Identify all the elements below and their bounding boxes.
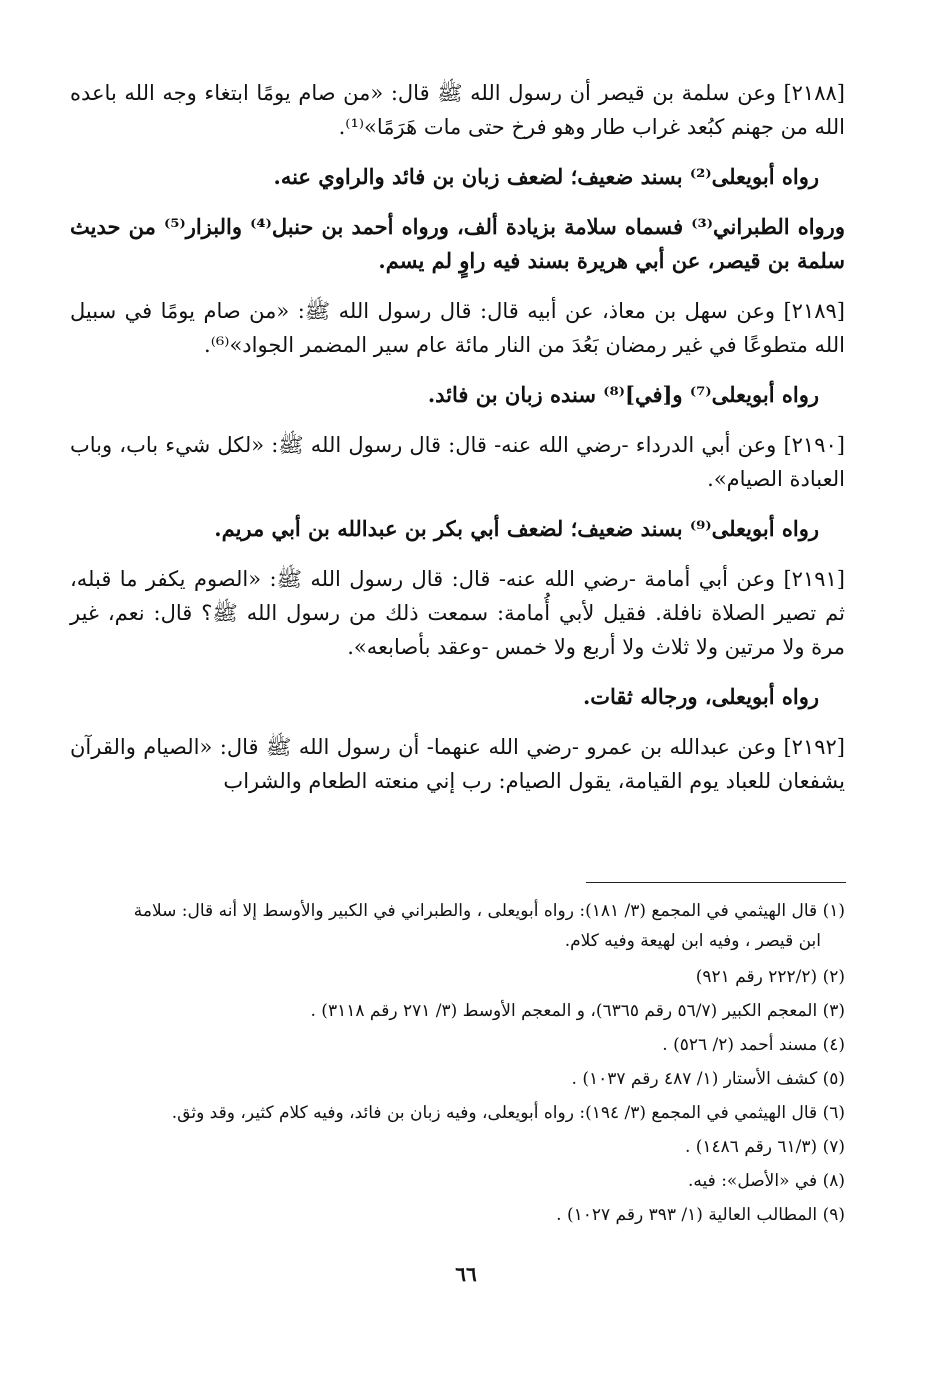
footnotes	[70, 896, 845, 1232]
footnote-9	[70, 1198, 845, 1232]
hadith-text: وعن سلمة بن قيصر أن رسول الله ﷺ قال: «من صام يومًا ابتغاء وجه الله باعده الله من جهنم كبُعد غراب طار وهو فرخ حتى مات هَرَمًا»⁽¹⁾.	[70, 81, 845, 139]
footnote-mark: (٥)	[822, 1069, 845, 1089]
footnote-3	[70, 994, 845, 1028]
footnote-1	[70, 896, 845, 956]
hadith-text: وعن أبي الدرداء -رضي الله عنه- قال: قال رسول الله ﷺ: «لكل شيء باب، وباب العبادة الصيام».	[70, 433, 845, 491]
hadith-source: رواه أبويعلى⁽⁷⁾ و[في]⁽⁸⁾ سنده زبان بن فائد.	[427, 382, 819, 407]
footnote-text: (٢٢٢/٢ رقم ٩٢١)	[695, 967, 818, 987]
footnote-text: المطالب العالية (١/ ٣٩٣ رقم ١٠٢٧) .	[556, 1205, 818, 1225]
footnote-text: كشف الأستار (١/ ٤٨٧ رقم ١٠٣٧) .	[571, 1069, 818, 1089]
hadith-source: رواه أبويعلى، ورجاله ثقات.	[582, 684, 819, 709]
footnote-mark: (٦)	[822, 1103, 845, 1123]
hadith-2191	[70, 562, 845, 664]
hadith-source: رواه أبويعلى⁽⁹⁾ بسند ضعيف؛ لضعف أبي بكر بن عبدالله بن أبي مريم.	[214, 516, 819, 541]
hadith-2189	[70, 294, 845, 362]
main-text	[70, 76, 845, 814]
hadith-number: [٢١٨٩]	[783, 299, 845, 323]
hadith-number: [٢١٩١]	[783, 567, 845, 591]
hadith-number: [٢١٨٨]	[783, 81, 845, 105]
footnote-8	[70, 1164, 845, 1198]
footnote-text: قال الهيثمي في المجمع (٣/ ١٩٤): رواه أبويعلى، وفيه زبان بن فائد، وفيه كلام كثير، وقد وثق.	[171, 1103, 818, 1123]
hadith-source: ورواه الطبراني⁽³⁾ فسماه سلامة بزيادة ألف، ورواه أحمد بن حنبل⁽⁴⁾ والبزار⁽⁵⁾ من حديث سلمة بن قيصر، عن أبي هريرة بسند فيه راوٍ لم يسم.	[70, 214, 845, 273]
footnote-mark: (٣)	[822, 1001, 845, 1021]
page-number: ٦٦	[455, 1262, 477, 1286]
hadith-number: [٢١٩٠]	[783, 433, 845, 457]
footnote-mark: (٢)	[822, 967, 845, 987]
footnote-text: (٦١/٣ رقم ١٤٨٦) .	[684, 1137, 818, 1157]
footnote-mark: (٤)	[822, 1035, 845, 1055]
hadith-number: [٢١٩٢]	[783, 735, 845, 759]
footnote-5	[70, 1062, 845, 1096]
footnote-divider	[586, 882, 846, 883]
footnote-continuation: ابن قيصر ، وفيه ابن لهيعة وفيه كلام.	[564, 931, 821, 951]
hadith-2188	[70, 76, 845, 144]
footnote-text: مسند أحمد (٢/ ٥٢٦) .	[662, 1035, 818, 1055]
hadith-text: وعن عبدالله بن عمرو -رضي الله عنهما- أن رسول الله ﷺ قال: «الصيام والقرآن يشفعان للعباد يوم القيامة، يقول الصيام: رب إني منعته الطعام والشراب	[70, 735, 845, 793]
hadith-2190	[70, 428, 845, 496]
footnote-text: المعجم الكبير (٥٦/٧ رقم ٦٣٦٥)، و المعجم الأوسط (٣/ ٢٧١ رقم ٣١١٨) .	[310, 1001, 818, 1021]
footnote-mark: (١)	[822, 901, 845, 921]
footnote-7	[70, 1130, 845, 1164]
footnote-2	[70, 960, 845, 994]
footnote-text: قال الهيثمي في المجمع (٣/ ١٨١): رواه أبويعلى ، والطبراني في الكبير والأوسط إلا أنه قال: سلامة	[133, 901, 818, 921]
hadith-text: وعن أبي أمامة -رضي الله عنه- قال: قال رسول الله ﷺ: «الصوم يكفر ما قبله، ثم تصير الصلاة نافلة. فقيل لأبي أُمامة: سمعت ذلك من رسول الله ﷺ؟ قال: نعم، غير مرة ولا مرتين ولا ثلاث ولا أربع ولا خمس -وعقد بأصابعه».	[70, 567, 845, 659]
footnote-text: في «الأصل»: فيه.	[688, 1171, 818, 1191]
footnote-4	[70, 1028, 845, 1062]
footnote-mark: (٩)	[822, 1205, 845, 1225]
hadith-source: رواه أبويعلى⁽²⁾ بسند ضعيف؛ لضعف زبان بن فائد والراوي عنه.	[273, 164, 819, 189]
hadith-text: وعن سهل بن معاذ، عن أبيه قال: قال رسول الله ﷺ: «من صام يومًا في سبيل الله متطوعًا في غير رمضان بَعُدَ من النار مائة عام سير المضمر الجواد»⁽⁶⁾.	[70, 299, 845, 357]
hadith-2192	[70, 730, 845, 798]
footnote-6	[70, 1096, 845, 1130]
footnote-mark: (٨)	[822, 1171, 845, 1191]
footnote-mark: (٧)	[822, 1137, 845, 1157]
